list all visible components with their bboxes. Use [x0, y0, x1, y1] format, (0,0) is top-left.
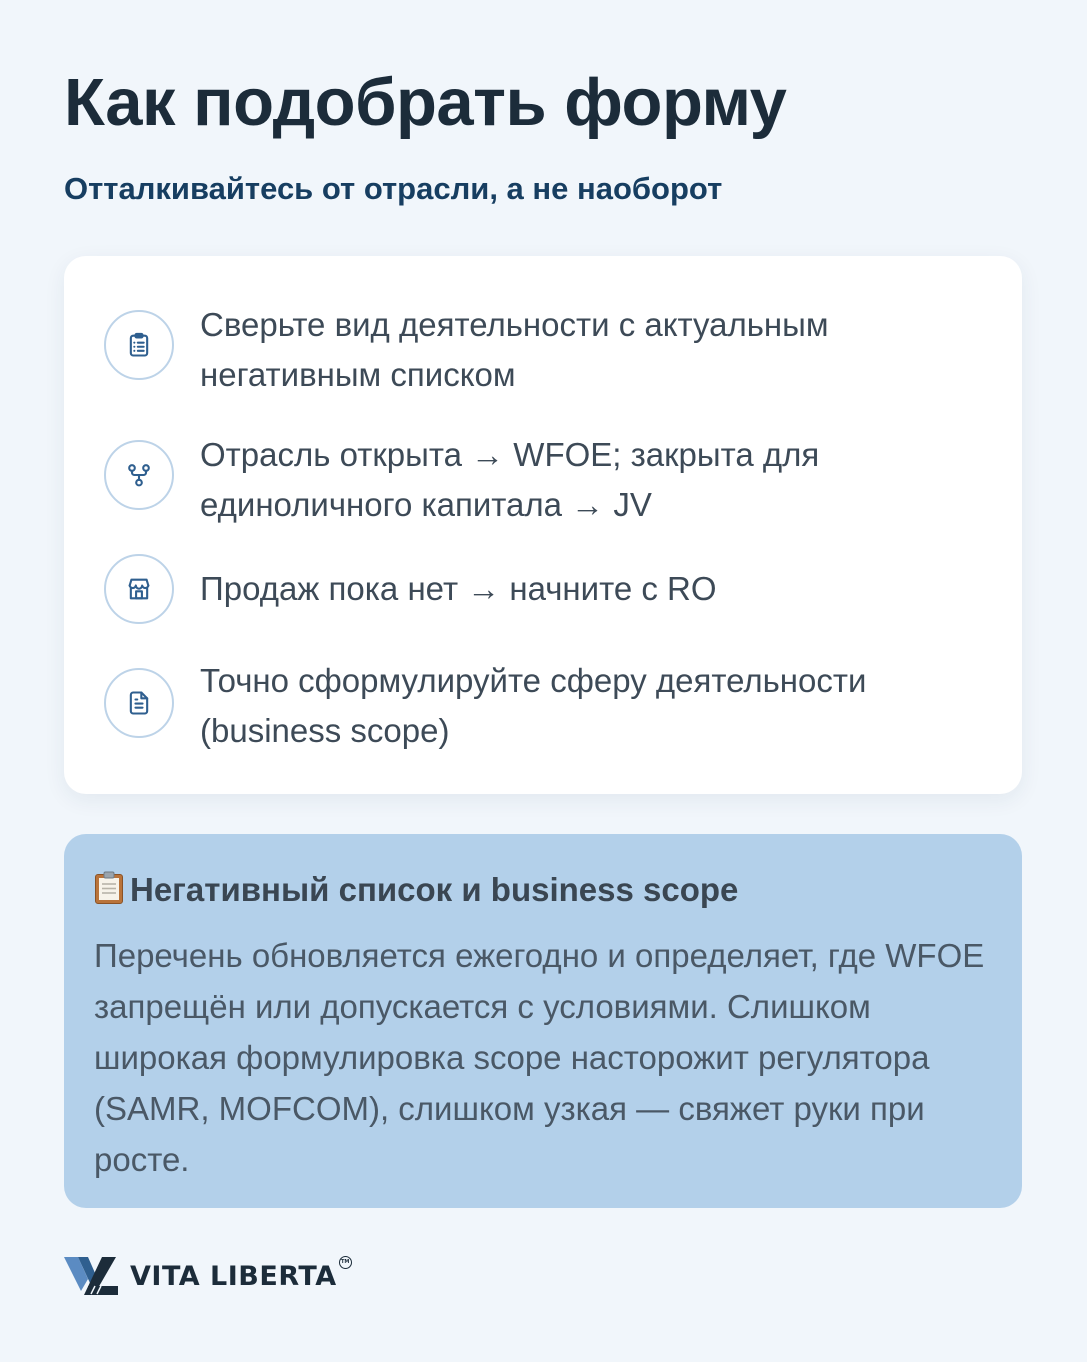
trademark-mark: TM: [339, 1256, 352, 1269]
info-note: [64, 834, 1022, 1208]
steps-card: [64, 256, 1022, 794]
page-title: Как подобрать форму: [64, 65, 787, 140]
step-text: Продаж пока нет → начните с RO: [200, 570, 717, 607]
step-text: Сверьте вид деятельности с актуальным негативным списком: [200, 306, 829, 393]
note-title-text: Негативный список и business scope: [130, 871, 739, 908]
branch-fork-icon: [104, 440, 174, 510]
vita-liberta-logo-icon: [64, 1255, 120, 1297]
page-subtitle: Отталкивайтесь от отрасли, а не наоборот: [64, 171, 723, 206]
brand-name: VITA LIBERTA: [130, 1260, 337, 1292]
step-text: Отрасль открыта → WFOE; закрыта для единоличного капитала → JV: [200, 436, 820, 523]
document-text-icon: [104, 668, 174, 738]
step-text: Точно сформулируйте сферу деятельности (business scope): [200, 662, 867, 749]
note-body: Перечень обновляется ежегодно и определяет, где WFOE запрещён или допускается с условиями. Слишком широкая формулировка scope насторожит регулятора (SAMR, MOFCOM), слишком узкая — свяжет руки при росте.: [94, 937, 985, 1178]
brand-logo: [64, 1254, 352, 1298]
clipboard-list-icon: [104, 310, 174, 380]
note-title: [94, 868, 738, 912]
clipboard-emoji-icon: [94, 871, 124, 905]
storefront-icon: [104, 554, 174, 624]
